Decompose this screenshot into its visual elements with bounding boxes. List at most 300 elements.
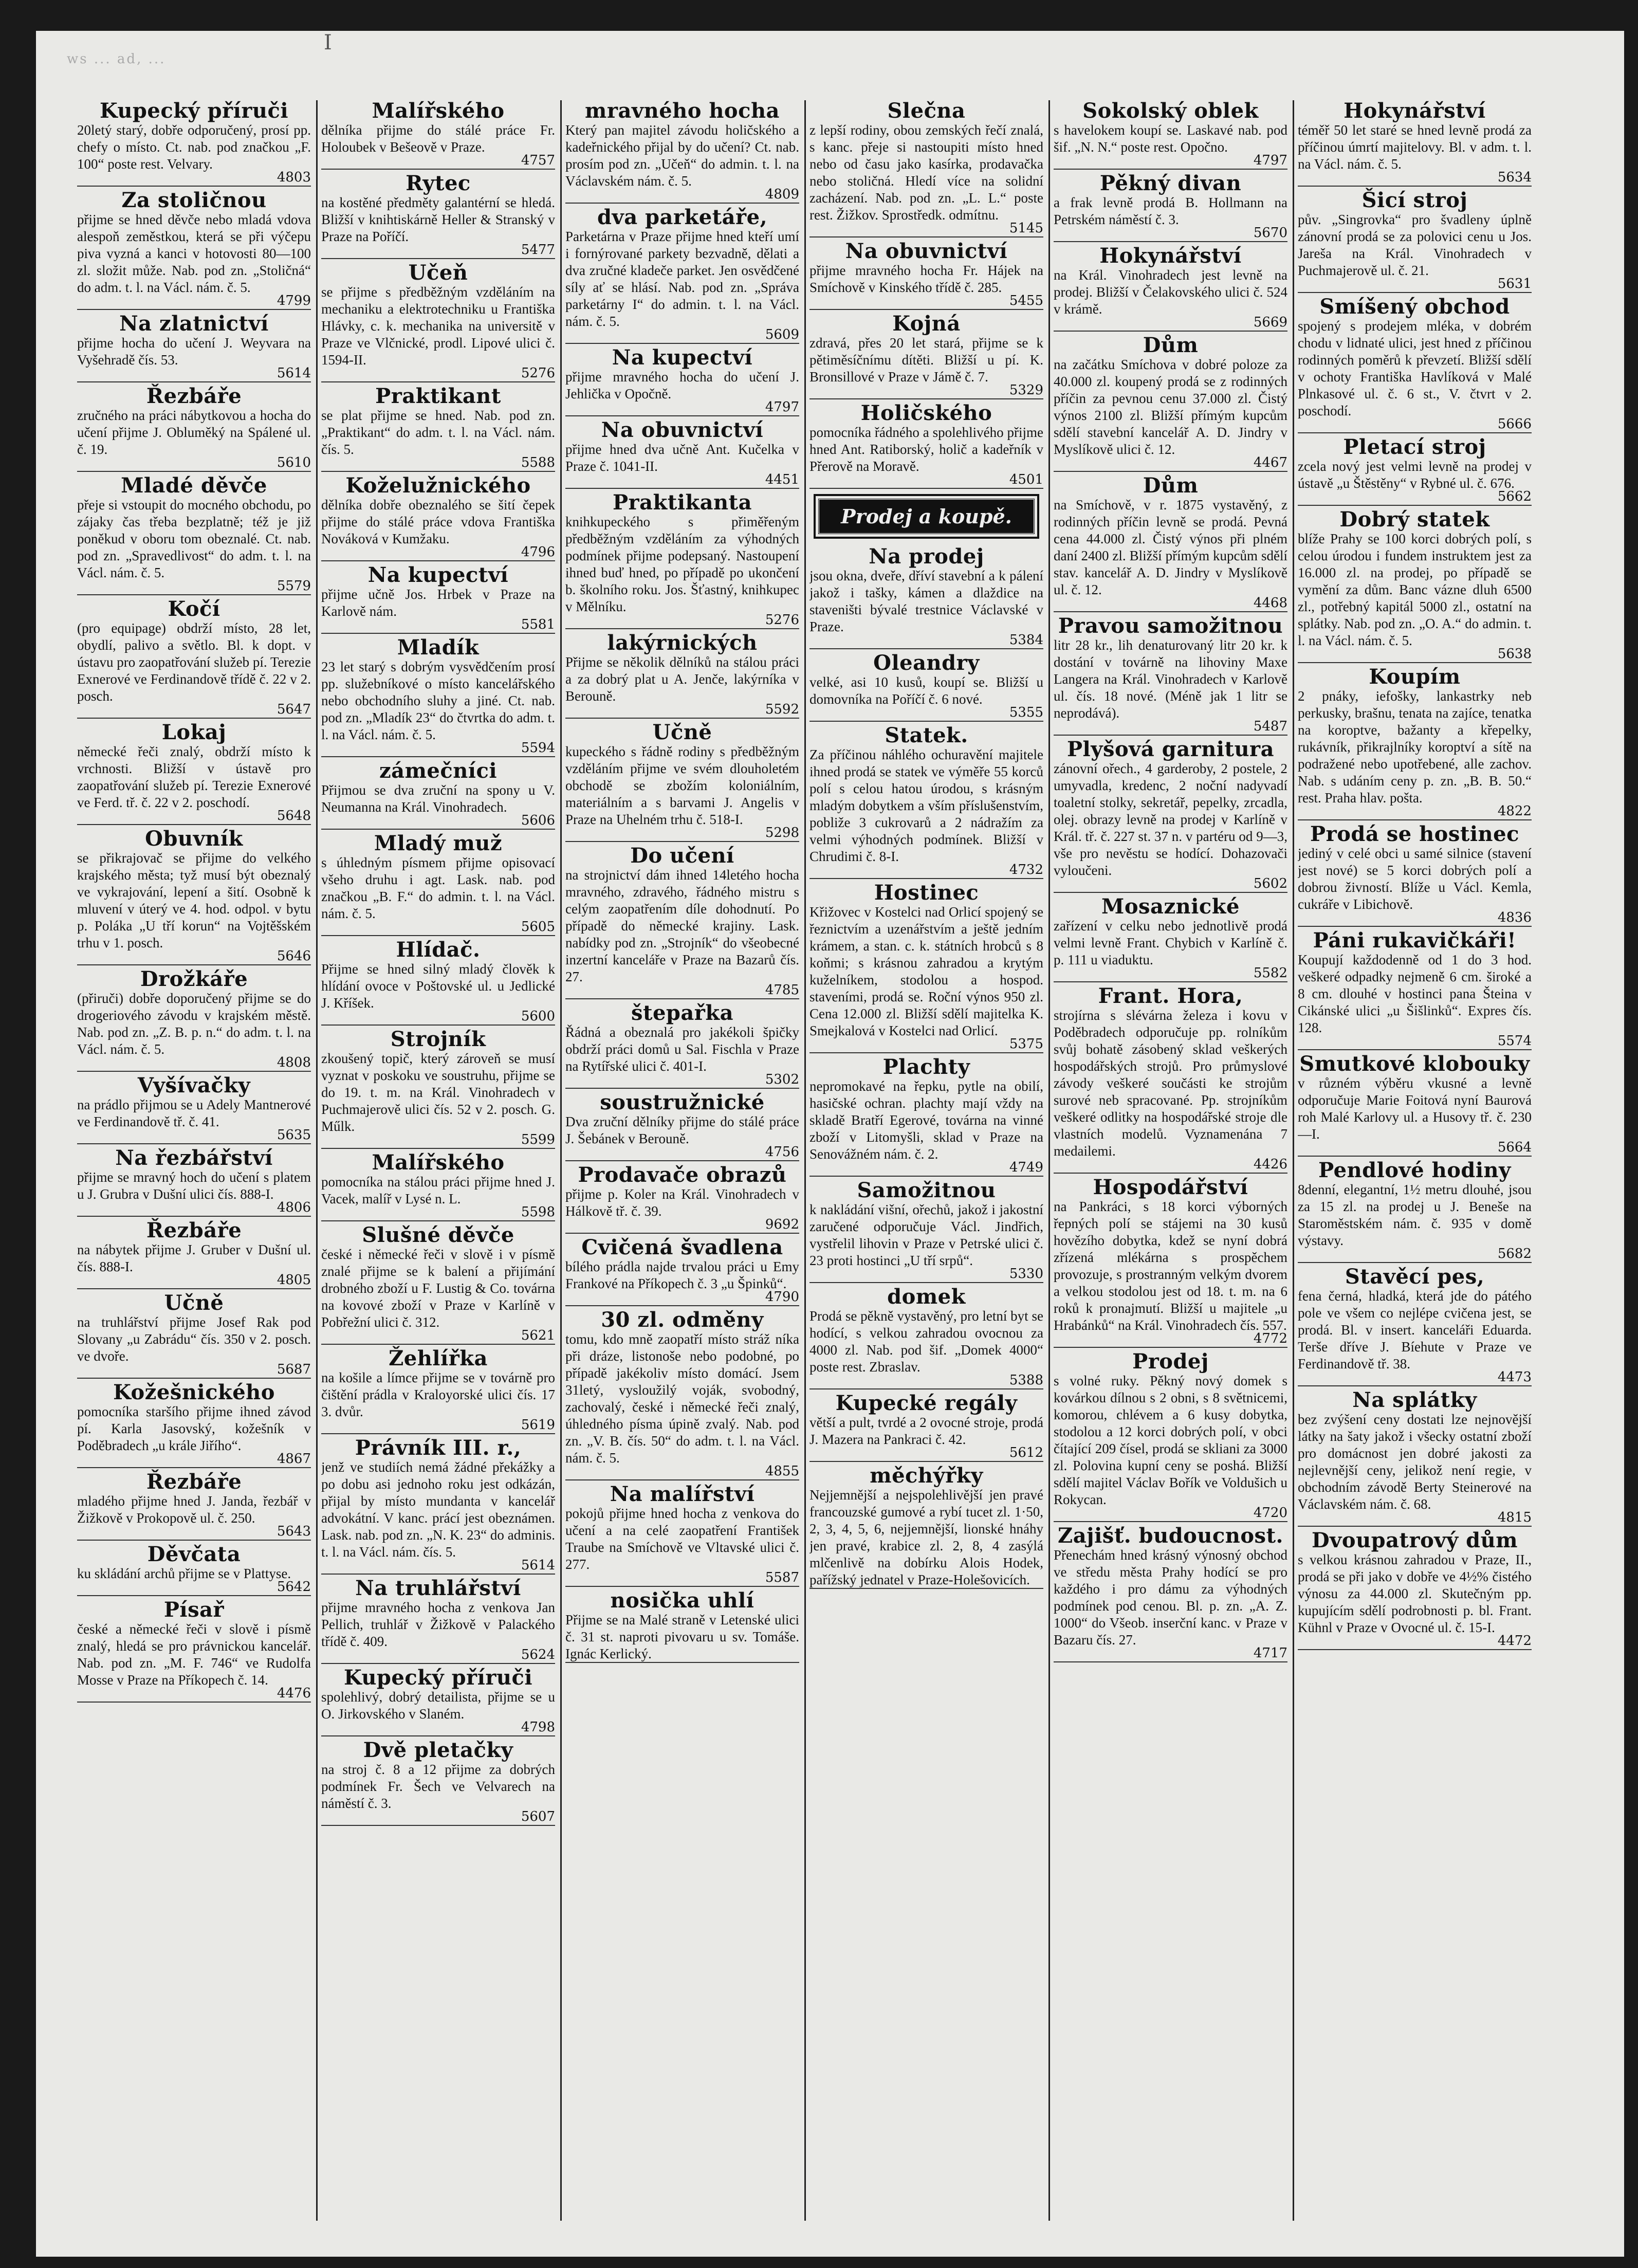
- classified-column-1: [77, 100, 311, 2221]
- ad-title: domek: [887, 1285, 966, 1309]
- ad-body: na nábytek přijme J. Gruber v Dušní ul. čís. 888-I.: [77, 1242, 311, 1274]
- ad-title: Strojník: [390, 1027, 486, 1051]
- ad-body: jenž ve studiích nemá žádné překážky a po dobu asi jednoho roku jest odkázán, přijal by místo mundanta v kancelář advokátní. V kanc. prácí jest obeznámen. Lask. nab. pod zn. „N. K. 23“ do adminis. t. l. na Václ. nám. čís. 5.: [321, 1459, 555, 1560]
- classified-ad: [809, 241, 1043, 310]
- classified-ad: [565, 1092, 799, 1161]
- ad-number: 4476: [277, 1686, 311, 1701]
- ad-title: Písař: [163, 1598, 225, 1622]
- classified-ad: [321, 564, 555, 634]
- classified-column-5: [1054, 100, 1287, 2221]
- ad-separator: [1054, 331, 1287, 332]
- ad-body: větší a pult, tvrdé a 2 ovocné stroje, prodá J. Mazera na Pankraci č. 42.: [809, 1415, 1043, 1447]
- classified-ad: [565, 1309, 799, 1480]
- ad-body: pomocníka řádného a spolehlivého přijme hned Ant. Ratiborský, holič a kadeřník v Přerově na Moravě.: [809, 425, 1043, 474]
- ad-title: Na obuvnictví: [845, 239, 1008, 263]
- ad-separator: [1298, 432, 1532, 433]
- classified-ad: [1054, 173, 1287, 242]
- ad-title: Malířského: [372, 1150, 505, 1175]
- ad-title: Děvčata: [147, 1542, 241, 1566]
- ad-title: lakýrnických: [607, 631, 758, 655]
- classified-ad: [77, 722, 311, 825]
- classified-ad: [565, 1164, 799, 1234]
- classified-ad: [77, 1220, 311, 1289]
- ad-number: 5388: [1009, 1373, 1043, 1388]
- ad-title: Hokynářství: [1343, 100, 1486, 123]
- ad-title: Kočí: [168, 597, 220, 621]
- ad-separator: [321, 1574, 555, 1575]
- ad-body: nepromokavé na řepku, pytle na obilí, hasičské ochran. plachty mají vždy na skladě Bratří Egerové, továrna na vinné zboží v Litomyšli, sklad v Praze na Senovážném nám. č. 2.: [809, 1078, 1043, 1162]
- ad-body: (pro equipage) obdrží místo, 28 let, obydlí, palivo a světlo. Bl. k dopt. v ústavu pro zaopatřování služeb pí. Terezie Exnerové ve Ferdinandově třídě č. 22 v 2. posch.: [77, 620, 311, 704]
- classified-ad: [321, 475, 555, 561]
- ad-number: 5662: [1497, 489, 1532, 504]
- ad-body: se plat přijme se hned. Nab. pod zn. „Praktikant“ do adm. t. l. na Václ. nám. čís. 5.: [321, 408, 555, 457]
- classified-ad: [1054, 985, 1287, 1174]
- ad-number: 4867: [277, 1451, 311, 1467]
- ad-title: Zajišť. budoucnost.: [1058, 1524, 1283, 1548]
- ad-title: Samožitnou: [857, 1178, 996, 1202]
- ad-separator: [1054, 241, 1287, 242]
- ad-separator: [321, 471, 555, 472]
- ad-title: 30 zl. odměny: [601, 1308, 764, 1332]
- ad-number: 5609: [765, 327, 799, 342]
- ad-separator: [77, 1467, 311, 1468]
- ad-body: přeje si vstoupit do mocného obchodu, po zájaky čas třeba bezplatně; též je již poněkud v oboru tom obeznalé. Ct. nab. pod zn. „Spravedlivost“ do adm. t. l. na Václ. nám. č. 5.: [77, 497, 311, 580]
- ad-separator: [321, 560, 555, 561]
- ad-body: pův. „Singrovka“ pro švadleny úplně zánovní prodá se za polovici cenu u Jos. Jareša na Král. Vinohradech v Puchmajerově ul. č. 21.: [1298, 212, 1532, 278]
- ad-number: 5574: [1497, 1033, 1532, 1049]
- ad-title: Dům: [1143, 473, 1199, 498]
- ad-separator: [321, 258, 555, 259]
- ad-body: dělníka přijme do stálé práce Fr. Holoubek v Bešeově v Praze.: [321, 122, 555, 155]
- ad-body: v různém výběru vkusné a levně odporučuje Marie Foitová nyní Baurová roh Malé Karlovy ul. a Husovy tř. č. 230—I.: [1298, 1075, 1532, 1142]
- ad-title: Rytec: [406, 171, 471, 195]
- ad-number: 5669: [1253, 315, 1287, 330]
- classified-ad: [321, 1152, 555, 1221]
- ad-title: Pletací stroj: [1343, 435, 1486, 459]
- classified-ad: [321, 833, 555, 936]
- classified-column-2: [321, 100, 555, 2221]
- ad-separator: [77, 1288, 311, 1289]
- classified-ad: [1054, 739, 1287, 893]
- ad-title: Mladý muž: [374, 831, 503, 855]
- ad-number: 4808: [277, 1055, 311, 1070]
- ad-body: německé řeči znalý, obdrží místo k vrchnosti. Bližší v ústavě pro zaopatřování služeb pí. Terezie Exnerové ve Ferd. tř. č. 22 v 2. poschodí.: [77, 744, 311, 810]
- ad-body: na prádlo přijmou se u Adely Mantnerové ve Ferdinandově tř. č. 41.: [77, 1097, 311, 1129]
- classified-ad: [1298, 436, 1532, 506]
- ad-body: litr 28 kr., lih denaturovaný litr 20 kr. k dostání v továrně na lihoviny Maxe Langera na Král. Vinohradech v Karlově ul. čís. 18 nové. (Méně jak 1 litr se neprodává).: [1054, 637, 1287, 721]
- ad-title: Dvoupatrový dům: [1311, 1528, 1518, 1552]
- classified-column-4: [809, 100, 1043, 2221]
- ad-body: přijme učně Jos. Hrbek v Praze na Karlově nám.: [321, 587, 555, 619]
- ad-title: Hospodářství: [1093, 1175, 1248, 1199]
- ad-body: přijme se hned děvče nebo mladá vdova alespoň zeměstkou, která se při výčepu piva vyzná a kanci v hotovosti 80—100 zl. složit může. Nab. pod zn. „Stoličná“ do adm. t. l. na Václ. nám. č. 5.: [77, 212, 311, 295]
- ad-body: 8denní, elegantní, 1½ metru dlouhé, jsou za 15 zl. na prodej u J. Beneše na Staroměstském nám. č. 935 v domě výstavy.: [1298, 1182, 1532, 1248]
- ad-title: Řezbáře: [146, 1470, 242, 1494]
- ad-number: 5682: [1497, 1246, 1532, 1261]
- ad-number: 4797: [765, 399, 799, 415]
- classified-ad: [809, 652, 1043, 722]
- ad-title: Praktikanta: [612, 490, 752, 515]
- ad-number: 4749: [1009, 1160, 1043, 1175]
- ad-title: Na zlatnictví: [119, 312, 269, 336]
- ad-separator: [1054, 169, 1287, 170]
- column-rule: [316, 100, 318, 2221]
- ad-body: přijme p. Koler na Král. Vinohradech v Hálkově tř. č. 39.: [565, 1186, 799, 1219]
- ad-number: 5643: [277, 1524, 311, 1539]
- ad-separator: [1298, 505, 1532, 506]
- ad-title: Učně: [164, 1291, 224, 1315]
- ad-body: zručného na práci nábytkovou a hocha do učení přijme J. Obluměký na Spálené ul. č. 19.: [77, 408, 311, 457]
- ad-body: tomu, kdo mně zaopatří místo stráž níka při dráze, listonoše nebo podobné, po případě jakékoliv místo domácí. Jsem 31letý, vysloužilý voják, svobodný, zachovalý, české i německé řeči znalý, úhledného písma úpině zvalý. Nab. pod zn. „V. B. čís. 50“ do adm. t. l. na Václ. nám. č. 5.: [565, 1331, 799, 1466]
- ad-body: Přijme se několik dělníků na stálou práci a za dobrý plat u A. Jenče, lakýrníka v Berouně.: [565, 654, 799, 704]
- ad-separator: [77, 471, 311, 472]
- ad-number: 5487: [1253, 719, 1287, 734]
- ad-separator: [1054, 1347, 1287, 1348]
- ad-separator: [321, 381, 555, 382]
- ad-number: 5594: [521, 740, 555, 756]
- ad-title: Pravou samožitnou: [1058, 614, 1283, 638]
- ad-number: 5670: [1253, 225, 1287, 241]
- ad-title: Kupecký příruči: [99, 100, 289, 123]
- column-rule: [560, 100, 562, 2221]
- ad-body: velké, asi 10 kusů, koupí se. Bližší u domovníka na Poříčí č. 6 nové.: [809, 674, 1043, 707]
- classified-ad: [321, 386, 555, 472]
- ad-body: Řádná a obeznalá pro jakékoli špičky obdrží práci domů u Sal. Fischla v Praze na Rytířské ulici č. 401-I.: [565, 1025, 799, 1074]
- ad-body: přijme mravného hocha Fr. Hájek na Smíchově v Kinského třídě č. 285.: [809, 263, 1043, 295]
- ad-body: přijme mravného hocha z venkova Jan Pellich, truhlář v Žižkově v Palackého třídě č. 409.: [321, 1600, 555, 1649]
- ad-number: 5648: [277, 808, 311, 824]
- ad-body: ku skládání archů přijme se v Plattyse.: [77, 1566, 291, 1581]
- ad-separator: [77, 309, 311, 310]
- classified-ad: [321, 1437, 555, 1575]
- classified-ad: [1298, 1266, 1532, 1386]
- ad-body: jediný v celé obci u samé silnice (stavení jest nové) se 5 korci dobrých polí a dobrou živností. Blíže u Václ. Kemla, cukráře v Libichově.: [1298, 846, 1532, 912]
- ad-number: 5614: [521, 1558, 555, 1573]
- ad-number: 5631: [1497, 276, 1532, 291]
- ad-number: 5330: [1009, 1266, 1043, 1282]
- classified-ad: [77, 313, 311, 382]
- classified-ad: [77, 100, 311, 187]
- ad-title: Na kupectví: [612, 345, 753, 370]
- ad-number: 4451: [765, 472, 799, 487]
- ad-body: se přikrajovač se přijme do velkého krajského města; tyž musí být obeznalý ve vykrajování, lepení a šití. Osobně k mluvení v úterý ve 4. hod. odpol. v bytu p. Poláka „U tří korun“ na Vojtěšském trhu v 1. posch.: [77, 850, 311, 950]
- classified-ad: [565, 1237, 799, 1306]
- classified-ad: [1298, 296, 1532, 433]
- ad-separator: [77, 718, 311, 719]
- classified-ad: [565, 1590, 799, 1663]
- ad-separator: [1298, 1649, 1532, 1650]
- ad-title: Řezbáře: [146, 384, 242, 408]
- ad-body: Přijmou se dva zruční na spony u V. Neumanna na Král. Vinohradech.: [321, 782, 555, 815]
- classified-ad: [77, 968, 311, 1072]
- ad-body: Koupují každodenně od 1 do 3 hod. veškeré odpadky nejmeně 6 cm. široké a 8 cm. dlouhé v hostinci pana Šteina v Cikánské ulici „u Šišlinků“. Expres čís. 128.: [1298, 952, 1532, 1035]
- ad-title: Plyšová garnitura: [1066, 737, 1275, 761]
- ad-separator: [1298, 926, 1532, 927]
- classified-ad: [565, 722, 799, 842]
- ad-title: Obuvník: [145, 827, 243, 851]
- ad-separator: [1054, 611, 1287, 612]
- ad-body: spolehlivý, dobrý detailista, přijme se u O. Jirkovského v Slaném.: [321, 1689, 555, 1722]
- ad-number: 4785: [765, 982, 799, 998]
- ad-separator: [565, 628, 799, 629]
- ad-number: 4836: [1497, 910, 1532, 925]
- ad-number: 4732: [1009, 862, 1043, 877]
- classified-ad: [565, 1002, 799, 1089]
- ad-separator: [565, 1479, 799, 1480]
- ad-number: 5666: [1497, 416, 1532, 432]
- ad-title: Žehlířka: [389, 1346, 488, 1370]
- ad-separator: [321, 1735, 555, 1736]
- ad-number: 5642: [277, 1579, 311, 1595]
- ad-title: Dobrý statek: [1339, 507, 1490, 532]
- ad-separator: [77, 964, 311, 965]
- classified-ad: [321, 1740, 555, 1826]
- ad-number: 5592: [765, 702, 799, 717]
- classified-ad: [321, 1578, 555, 1664]
- classified-ad: [77, 1599, 311, 1703]
- ad-title: Frant. Hora,: [1098, 984, 1243, 1008]
- ad-title: Mladík: [397, 635, 480, 660]
- ad-title: Holičského: [860, 401, 992, 425]
- ad-number: 5582: [1253, 965, 1287, 981]
- ad-title: Hostinec: [874, 881, 979, 905]
- ad-separator: [809, 1388, 1043, 1389]
- ad-body: Přijme se na Malé straně v Letenské ulici č. 31 st. naproti pivovaru u sv. Tomáše. Ignác Kerlický.: [565, 1612, 799, 1661]
- ad-separator: [77, 381, 311, 382]
- ad-body: se přijme s předběžným vzděláním na mechaniku a elektrotechniku u Františka Hlávky, c. k. mechanika na universitě v Praze ve Vlčnické, prodl. Lipové ulici č. 1594-II.: [321, 284, 555, 368]
- ad-title: Plachty: [882, 1055, 970, 1079]
- ad-separator: [321, 1344, 555, 1345]
- ad-separator: [565, 1160, 799, 1161]
- ad-separator: [77, 186, 311, 187]
- ad-body: přijme hocha do učení J. Weyvara na Vyšehradě čís. 53.: [77, 335, 311, 368]
- classified-ad: [77, 598, 311, 719]
- classified-ad: [321, 1348, 555, 1434]
- ad-number: 5606: [521, 813, 555, 828]
- ad-title: Koupím: [1369, 665, 1461, 689]
- classified-ad: [565, 845, 799, 999]
- ad-number: 9692: [765, 1217, 799, 1232]
- ad-title: Lokaj: [161, 720, 227, 744]
- ad-body: na truhlářství přijme Josef Rak pod Slovany „u Zabrádu“ čís. 350 v 2. posch. ve dvoře.: [77, 1314, 311, 1364]
- classified-ad: [809, 1393, 1043, 1462]
- ad-body: téměř 50 let staré se hned levně prodá za příčinou úmrtí majitelovy. Bl. v adm. t. l. na Václ. nám. č. 5.: [1298, 122, 1532, 172]
- ad-separator: [809, 648, 1043, 649]
- ad-separator: [565, 998, 799, 999]
- ad-separator: [565, 203, 799, 204]
- classified-ad: [321, 173, 555, 259]
- ad-body: 23 let starý s dobrým vysvědčením prosí pp. služebníkové o místo kancelářského nebo obchodního sluhy a jiné. Ct. nab. pod zn. „Mladík 23“ do čtvrtka do adm. t. l. na Václ. nám. č. 5.: [321, 659, 555, 742]
- ad-title: Slečna: [887, 100, 966, 123]
- classified-ad: [77, 190, 311, 310]
- ad-separator: [321, 829, 555, 830]
- ad-title: Na kupectví: [367, 563, 509, 587]
- ad-separator: [1298, 292, 1532, 293]
- ad-number: 5635: [277, 1127, 311, 1143]
- ad-title: dva parketáře,: [597, 205, 768, 229]
- classified-ad: [1298, 824, 1532, 927]
- ad-separator: [809, 1282, 1043, 1283]
- ad-separator: [321, 1433, 555, 1434]
- ad-body: Parketárna v Praze přijme hned kteří umí i fornýrované parkety bezvadně, dělati a dva zručné kladeče parket. Jen osvědčené síly ať se hlásí. Nab. pod zn. „Správa parketárny I“ do admin. t. l. na Václ. nám. č. 5.: [565, 229, 799, 329]
- ad-title: Na splátky: [1352, 1388, 1477, 1412]
- ad-number: 5329: [1009, 382, 1043, 398]
- ad-title: Sokolský oblek: [1082, 100, 1259, 123]
- ad-body: Dva zruční dělníky přijme do stálé práce J. Šebánek v Berouně.: [565, 1114, 799, 1146]
- ad-title: Smíšený obchod: [1319, 295, 1510, 319]
- classified-ad: [809, 1286, 1043, 1389]
- ad-number: 5587: [765, 1570, 799, 1585]
- ad-number: 4717: [1253, 1645, 1287, 1661]
- classified-ad: [809, 313, 1043, 399]
- ad-body: mladého přijme hned J. Janda, řezbář v Žižkově v Prokopově ul. č. 250.: [77, 1493, 311, 1526]
- ad-separator: [565, 488, 799, 489]
- ad-number: 5598: [521, 1204, 555, 1220]
- ad-number: 4501: [1009, 472, 1043, 487]
- ad-separator: [809, 1052, 1043, 1053]
- classified-ad: [1298, 1053, 1532, 1157]
- ad-title: Hlídač.: [396, 938, 481, 962]
- ad-body: a frak levně prodá B. Hollmann na Petrském náměstí č. 3.: [1054, 195, 1287, 227]
- ad-title: Kožešnického: [113, 1380, 275, 1404]
- ad-number: 4790: [765, 1289, 799, 1305]
- ad-body: na Král. Vinohradech jest levně na prodej. Bližší v Čelakovského ulici č. 524 v krámě.: [1054, 267, 1287, 317]
- ad-title: Stavěcí pes,: [1345, 1265, 1485, 1289]
- ad-number: 4805: [277, 1272, 311, 1288]
- newspaper-page: [36, 31, 1624, 2257]
- ad-separator: [1298, 186, 1532, 187]
- classified-ad: [321, 100, 555, 170]
- classified-ad: [1054, 335, 1287, 472]
- ad-number: 5610: [277, 455, 311, 470]
- column-rule: [1048, 100, 1050, 2221]
- ad-title: Pěkný divan: [1099, 171, 1242, 195]
- ad-separator: [77, 1595, 311, 1596]
- ad-body: (přiruči) dobře doporučený přijme se do drogeriového závodu v krajském městě. Nab. pod zn. „Z. B. p. n.“ do adm. t. l. na Václ. nám. č. 5.: [77, 991, 311, 1057]
- ad-title: Prodá se hostinec: [1310, 822, 1519, 846]
- classified-ad: [77, 1544, 311, 1596]
- ad-separator: [321, 1148, 555, 1149]
- classified-ad: [1298, 1530, 1532, 1650]
- ad-body: s úhledným písmem přijme opisovací všeho druhu i agt. Lask. nab. pod značkou „B. F.“ do admin. t. l. na Václ. nám. č. 5.: [321, 855, 555, 921]
- ad-separator: [809, 488, 1043, 489]
- ad-number: 5375: [1009, 1036, 1043, 1052]
- ad-title: zámečníci: [379, 759, 498, 783]
- ad-number: 5355: [1009, 705, 1043, 720]
- faded-header: ws ... ad, ...: [67, 51, 166, 67]
- ad-separator: [77, 594, 311, 595]
- ad-separator: [809, 878, 1043, 879]
- ad-number: 4473: [1497, 1369, 1532, 1385]
- ad-number: 5605: [521, 919, 555, 935]
- ad-title: Hokynářství: [1099, 244, 1242, 268]
- ad-title: Za stoličnou: [121, 188, 267, 212]
- ad-body: Přenechám hned krásný výnosný obchod ve středu města Prahy hodící se pro každého i pro dámu za výhodných podmínek pod cenou. Bl. p. zn. „A. Z. 1000“ do Všeob. inserční kanc. v Praze v Bazaru čís. 27.: [1054, 1547, 1287, 1648]
- ad-number: 5581: [521, 617, 555, 632]
- ad-number: 4822: [1497, 803, 1532, 819]
- ad-body: s havelokem koupí se. Laskavé nab. pod šif. „N. N.“ poste rest. Opočno.: [1054, 122, 1287, 155]
- ad-separator: [77, 1702, 311, 1703]
- ad-separator: [321, 633, 555, 634]
- ad-title: Páni rukavičkáři!: [1313, 928, 1517, 953]
- ad-separator: [1054, 1173, 1287, 1174]
- ad-separator: [809, 236, 1043, 237]
- classified-ad: [77, 1292, 311, 1379]
- ad-title: měchýřky: [870, 1464, 983, 1488]
- ad-separator: [809, 1176, 1043, 1177]
- ad-body: 20letý starý, dobře odporučený, prosí pp. chefy o místo. Ct. nab. pod značkou „F. 100“ poste rest. Velvary.: [77, 122, 311, 172]
- classified-ad: [77, 1075, 311, 1144]
- ad-body: spojený s prodejem mléka, v dobrém chodu v lidnaté ulici, jest hned z příčinou rodinných poměrů k převzetí. Bližší sdělí v ochoty Františka Havlíková v Malé Plnkasové ul. č. 6 st., V. čtvrt v 2. poschodí.: [1298, 318, 1532, 418]
- classified-ad: [321, 262, 555, 382]
- ad-number: 4796: [521, 544, 555, 560]
- classified-ad: [565, 207, 799, 344]
- classified-ad: [1298, 1160, 1532, 1263]
- ad-number: 5646: [277, 948, 311, 964]
- ad-number: 5634: [1497, 170, 1532, 185]
- ad-number: 4798: [521, 1720, 555, 1735]
- ad-body: strojírna s slévárna železa i kovu v Poděbradech odporučuje pp. rolníkům svůj bohatě zásobený sklad veškerých hospodářských strojů. Pro průmyslové závody veškeré součásti ke strojům surové neb spracované. Pp. strojníkům veškeré odlitky na hospodářské stroje dle vlastních modelů. Vyznamenána 7 medailemi.: [1054, 1008, 1287, 1159]
- ad-number: 4757: [521, 153, 555, 168]
- classified-ad: [809, 100, 1043, 237]
- classified-ad: [1298, 930, 1532, 1050]
- ad-number: 5647: [277, 702, 311, 717]
- ad-body: na kostěné předměty galantérní se hledá. Bližší v knihtiskárně Heller & Stranský v Praze na Poříčí.: [321, 195, 555, 244]
- ad-separator: [321, 935, 555, 936]
- classified-ad: [809, 1056, 1043, 1177]
- ad-number: 5298: [765, 825, 799, 840]
- page-mark: I: [324, 31, 332, 54]
- ad-body: pomocníka na stálou práci přijme hned J. Vacek, malíř v Lysé n. L.: [321, 1174, 555, 1206]
- ad-body: dělníka dobře obeznalého se šití čepek přijme do stálé práce vdova Františka Nováková v Kumžaku.: [321, 497, 555, 546]
- ad-number: 4806: [277, 1200, 311, 1215]
- classified-ad: [77, 475, 311, 595]
- ad-title: Prodavače obrazů: [578, 1163, 787, 1187]
- ad-number: 5624: [521, 1647, 555, 1662]
- classified-ad: [321, 637, 555, 757]
- ad-number: 5614: [277, 365, 311, 381]
- ad-separator: [1298, 1526, 1532, 1527]
- ad-title: Mladé děvče: [121, 473, 267, 498]
- ad-title: Vyšívačky: [137, 1073, 251, 1098]
- ad-separator: [77, 1378, 311, 1379]
- classified-ad: [1054, 615, 1287, 736]
- ad-body: zařízení v celku nebo jednotlivě prodá velmi levně Frant. Chybich v Karlíně č. p. 111 u viaduktu.: [1054, 918, 1287, 967]
- classified-ad: [321, 760, 555, 830]
- classified-ad: [1298, 1389, 1532, 1527]
- ad-title: mravného hocha: [585, 100, 780, 123]
- ad-title: Smutkové klobouky: [1299, 1052, 1530, 1076]
- ad-body: na Pankráci, s 18 korci výborných řepných polí se stájemi na 30 kusů hovězího dobytka, kdež se nyní dobrá zřízená mlékárna s prospěchem provozuje, s prostranným velkým dvorem a velkou stodolou jest od 18. t. m. na 6 roků k pronajmutí. Bližší u majitele „u Hrabánků“ na Král. Vinohradech čís. 557.: [1054, 1199, 1287, 1333]
- ad-title: Učně: [652, 720, 712, 744]
- ad-number: 5276: [521, 365, 555, 381]
- ad-number: 5664: [1497, 1140, 1532, 1155]
- ad-title: Šicí stroj: [1361, 188, 1468, 212]
- classified-ad: [77, 386, 311, 472]
- classified-column-3: [565, 100, 799, 2221]
- ad-body: zcela nový jest velmi levně na prodej v ústavě „u Štěstěny“ v Rybné ul. č. 676.: [1298, 459, 1532, 491]
- ad-body: k nakládání višní, ořechů, jakož i jakostní zaručené odporučuje Václ. Jindřich, vystřelil lihovin v Praze v Petrské ulici č. 23 proti hostinci „U tří srpů“.: [809, 1202, 1043, 1268]
- ad-body: na košile a límce přijme se v továrně pro čištění prádla v Kraloyorské ulici čís. 17 3. dvůr.: [321, 1370, 555, 1419]
- ad-separator: [565, 1088, 799, 1089]
- ad-separator: [321, 756, 555, 757]
- ad-number: 5384: [1009, 632, 1043, 648]
- ad-separator: [1298, 662, 1532, 663]
- classified-ad: [1054, 245, 1287, 332]
- ad-body: knihkupeckého s přiměřeným předběžným vzděláním za výhodných podmínek přijme podepsaný. Nastoupení ihned buď hned, po případě po ukončení b. školního roku. Jos. Šťastný, knihkupec v Mělníku.: [565, 514, 799, 614]
- ad-body: zánovní ořech., 4 garderoby, 2 postele, 2 umyvadla, kredenc, 2 noční nadyvadí toaletní stolky, sekretář, pepelky, zrcadla, olej. obrazy levně na prodej v Karlíně v Král. tř. č. 227 st. 37 n. v partéru od 9—3, vše pro nevěstu se hodící. Dohazovači vyloučeni.: [1054, 761, 1287, 878]
- ad-number: 4772: [1253, 1331, 1287, 1346]
